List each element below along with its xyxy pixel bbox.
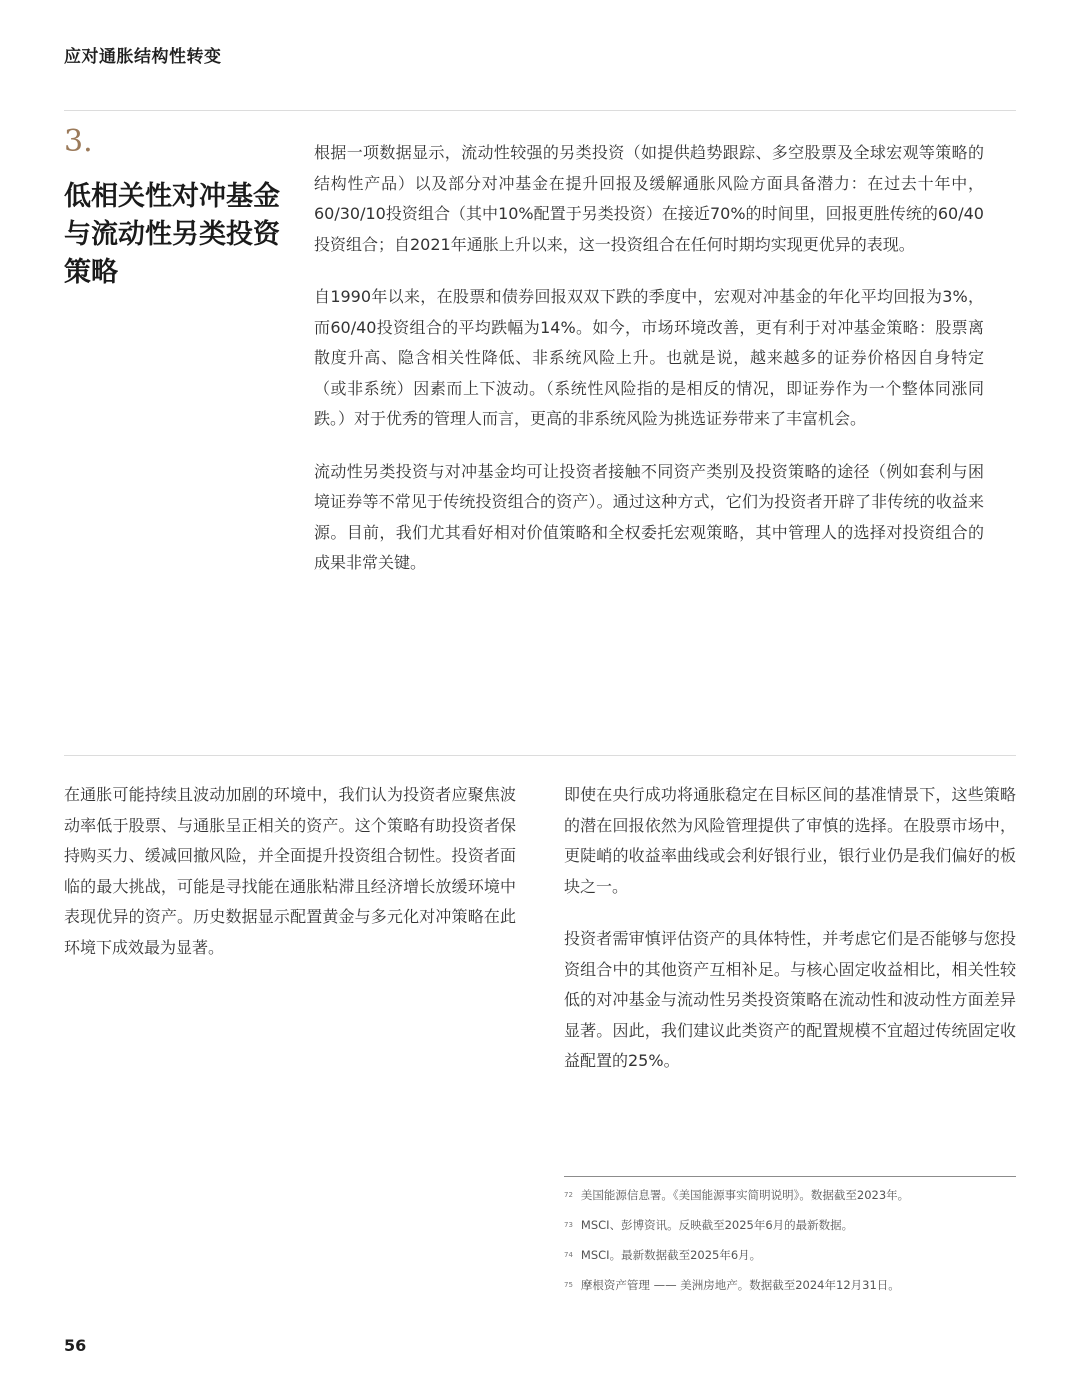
section-divider <box>64 755 1016 756</box>
footnote: $^{74}$ MSCI。最新数据截至2025年6月。 <box>564 1248 762 1262</box>
body-paragraph: 在通胀可能持续且波动加剧的环境中，我们认为投资者应聚焦波动率低于股票、与通胀呈正相关的资产。这个策略有助投资者保持购买力、缓减回撤风险，并全面提升投资组合韧性。投资者面临的最大挑战，可能是寻找能在通胀粘滞且经济增长放缓环境中表现优异的资产。历史数据显示配置黄金与多元化对冲策略在此环境下成效最为显著。 <box>64 785 516 957</box>
body-paragraph: 流动性另类投资与对冲基金均可让投资者接触不同资产类别及投资策略的途径（例如套利与困境证券等不常见于传统投资组合的资产）。通过这种方式，它们为投资者开辟了非传统的收益来源。目前，我们尤其看好相对价值策略和全权委托宏观策略，其中管理人的选择对投资组合的成果非常关键。 <box>314 461 984 572</box>
body-paragraph: 根据一项数据显示，流动性较强的另类投资（如提供趋势跟踪、多空股票及全球宏观等策略的结构性产品）以及部分对冲基金在提升回报及缓解通胀风险方面具备潜力：在过去十年中，60/30/10投资组合（其中10%配置于另类投资）在接近70%的时间里，回报更胜传统的60/40投资组合；自2021年通胀上升以来，这一投资组合在任何时期均实现更优异的表现。 <box>314 143 984 254</box>
body-paragraph: 投资者需审慎评估资产的具体特性，并考虑它们是否能够与您投资组合中的其他资产互相补足。与核心固定收益相比，相关性较低的对冲基金与流动性另类投资策略在流动性和波动性方面差异显著。因此，我们建议此类资产的配置规模不宜超过传统固定收益配置的25%。 <box>564 929 1016 1070</box>
section-title: 低相关性对冲基金与流动性另类投资策略 <box>64 181 280 288</box>
header-divider <box>64 110 1016 111</box>
page-number: 56 <box>64 1336 87 1355</box>
footnote: $^{75}$ 摩根资产管理 —— 美洲房地产。数据截至2024年12月31日。 <box>564 1278 900 1292</box>
right-column <box>564 780 1016 1099</box>
running-header: 应对通胀结构性转变 <box>64 47 222 67</box>
left-column <box>64 780 516 985</box>
body-paragraph: 自1990年以来，在股票和债券回报双双下跌的季度中，宏观对冲基金的年化平均回报为3%，而60/40投资组合的平均跌幅为14%。如今，市场环境改善，更有利于对冲基金策略：股票离散度升高、隐含相关性降低、非系统风险上升。也就是说，越来越多的证券价格因自身特定（或非系统）因素而上下波动。（系统性风险指的是相反的情况，即证券作为一个整体同涨同跌。）对于优秀的管理人而言，更高的非系统风险为挑选证券带来了丰富机会。 <box>314 287 984 428</box>
main-body <box>314 138 984 601</box>
section-number: 3. <box>64 124 93 159</box>
footnote: $^{72}$ 美国能源信息署。《美国能源事实简明说明》。数据截至2023年。 <box>564 1188 910 1202</box>
footnote: $^{73}$ MSCI、彭博资讯。反映截至2025年6月的最新数据。 <box>564 1218 854 1232</box>
footnotes <box>564 1188 1016 1308</box>
footnote-divider <box>564 1176 1016 1177</box>
body-paragraph: 即使在央行成功将通胀稳定在目标区间的基准情景下，这些策略的潜在回报依然为风险管理提供了审慎的选择。在股票市场中，更陡峭的收益率曲线或会利好银行业，银行业仍是我们偏好的板块之一。 <box>564 785 1016 896</box>
